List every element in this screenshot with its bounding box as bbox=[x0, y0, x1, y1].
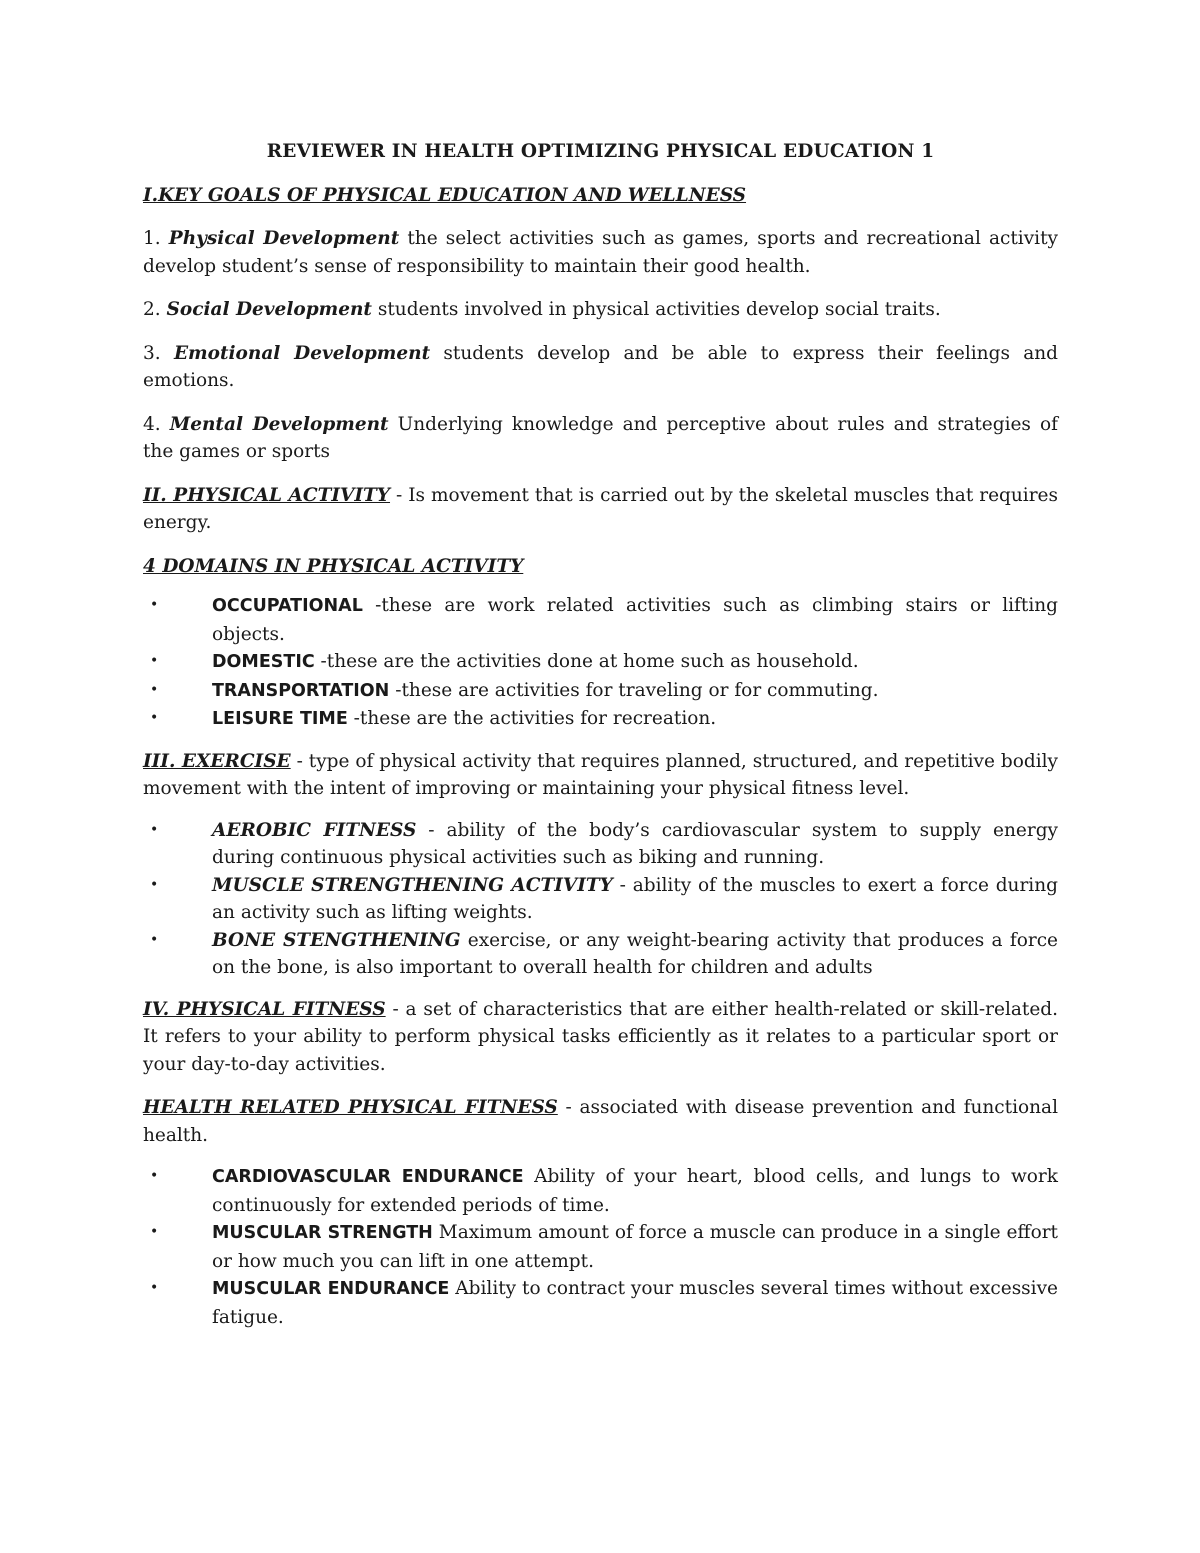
section-3: III. EXERCISE - type of physical activity that requires planned, structured, and repetitive bodily movement with the intent of improving or maintaining your physical fitness level. bbox=[143, 750, 1058, 799]
list-item: • AEROBIC FITNESS - ability of the body’s cardiovascular system to supply energy during continuous physical activities such as biking and running. bbox=[212, 817, 1058, 872]
domains-heading: 4 DOMAINS IN PHYSICAL ACTIVITY bbox=[143, 555, 524, 577]
bullet-icon: • bbox=[150, 931, 159, 948]
list-item: • CARDIOVASCULAR ENDURANCE Ability of your heart, blood cells, and lungs to work continuously for extended periods of time. bbox=[212, 1163, 1058, 1219]
goal-item-2: 2. Social Development students involved in physical activities develop social traits. bbox=[143, 299, 941, 320]
list-item: • DOMESTIC -these are the activities done at home such as household. bbox=[212, 648, 1058, 677]
goal-term: Social Development bbox=[166, 299, 372, 320]
goal-term: Emotional Development bbox=[173, 342, 431, 364]
list-item: • MUSCLE STRENGTHENING ACTIVITY - ability of the muscles to exert a force during an activity such as lifting weights. bbox=[212, 872, 1058, 927]
exercise-list bbox=[143, 817, 1058, 982]
document-title: REVIEWER IN HEALTH OPTIMIZING PHYSICAL EDUCATION 1 bbox=[266, 141, 935, 162]
goal-item-4: 4. Mental Development Underlying knowledge and perceptive about rules and strategies of the games or sports bbox=[143, 413, 1058, 462]
bullet-icon: • bbox=[150, 653, 159, 669]
list-item: • MUSCULAR STRENGTH Maximum amount of force a muscle can produce in a single effort or how much you can lift in one attempt. bbox=[212, 1219, 1058, 1275]
section-1-heading: I.KEY GOALS OF PHYSICAL EDUCATION AND WELLNESS bbox=[143, 184, 747, 206]
bullet-icon: • bbox=[150, 681, 159, 698]
goal-term: Physical Development bbox=[168, 228, 400, 249]
health-list bbox=[143, 1163, 1058, 1331]
bullet-icon: • bbox=[150, 1168, 159, 1184]
bullet-icon: • bbox=[150, 821, 159, 838]
health-related-heading: HEALTH RELATED PHYSICAL FITNESS bbox=[143, 1097, 558, 1118]
section-3-heading: III. EXERCISE bbox=[143, 750, 291, 772]
domains-list bbox=[143, 592, 1058, 734]
list-item: • TRANSPORTATION -these are activities for traveling or for commuting. bbox=[212, 677, 1058, 706]
section-4-heading: IV. PHYSICAL FITNESS bbox=[143, 998, 386, 1020]
list-item: • MUSCULAR ENDURANCE Ability to contract your muscles several times without excessive fatigue. bbox=[212, 1275, 1058, 1331]
section-4: IV. PHYSICAL FITNESS - a set of characteristics that are either health-related or skill-related. It refers to your ability to perform physical tasks efficiently as it relates to a particular sport or your day-to-day activities. bbox=[143, 998, 1058, 1075]
section-2: II. PHYSICAL ACTIVITY - Is movement that is carried out by the skeletal muscles that requires energy. bbox=[143, 484, 1058, 533]
bullet-icon: • bbox=[150, 710, 159, 726]
section-2-heading: II. PHYSICAL ACTIVITY bbox=[143, 484, 391, 506]
bullet-icon: • bbox=[150, 1224, 159, 1240]
goal-item-3: 3. Emotional Development students develop and be able to express their feelings and emotions. bbox=[143, 342, 1058, 391]
bullet-icon: • bbox=[150, 876, 159, 893]
document-page bbox=[143, 138, 1058, 1345]
list-item: • LEISURE TIME -these are the activities for recreation. bbox=[212, 705, 1058, 734]
goal-term: Mental Development bbox=[169, 413, 389, 435]
list-item: • BONE STENGTHENING exercise, or any weight-bearing activity that produces a force on the bone, is also important to overall health for children and adults bbox=[212, 927, 1058, 982]
list-item: • OCCUPATIONAL -these are work related activities such as climbing stairs or lifting objects. bbox=[212, 592, 1058, 648]
bullet-icon: • bbox=[150, 1280, 159, 1296]
goal-item-1: 1. Physical Development the select activities such as games, sports and recreational activity develop student’s sense of responsibility to maintain their good health. bbox=[143, 228, 1058, 277]
health-related-section: HEALTH RELATED PHYSICAL FITNESS - associated with disease prevention and functional health. bbox=[143, 1097, 1058, 1146]
bullet-icon: • bbox=[150, 597, 159, 613]
